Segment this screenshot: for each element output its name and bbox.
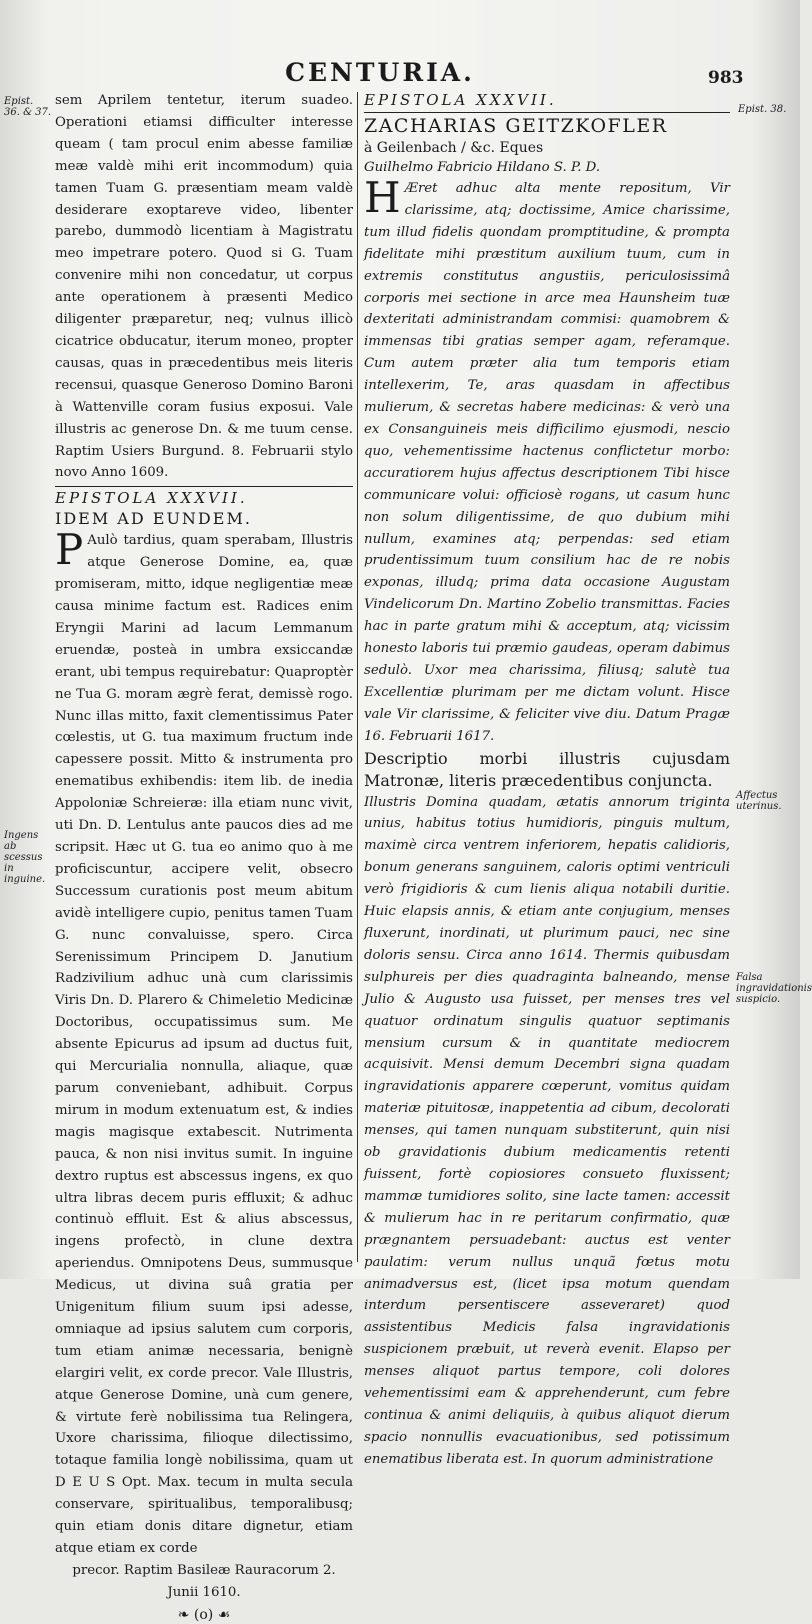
author-name: ZACHARIAS GEITZKOFLER xyxy=(364,115,668,137)
salutation: Guilhelmo Fabricio Hildano S. P. D. xyxy=(364,160,601,175)
margin-note-abscess: Ingens ab scessus in inguine. xyxy=(4,830,46,885)
epistle-subheading: IDEM AD EUNDEM. xyxy=(55,509,252,529)
drop-cap: P xyxy=(55,525,84,575)
drop-cap: H xyxy=(364,173,401,222)
margin-note-epist-left: Epist. 36. & 37. xyxy=(4,96,52,118)
epistle-body-text: Aulò tardius, quam sperabam, Illustris atque Generose Domine, ea, quæ promiseram, mitto, idque negligentiæ meæ causa minime factum est. Radices enim Eryngii Marini ad lacum Lemmanum eruendæ, posteà in umbra exsiccandæ erant, ubi tempus requirebatur: Quaproptèr ne Tua G. moram ægrè ferat, demissè rogo. Nunc illas mitto, faxit clementissimus Pater cœlestis, ut G. tua maximum fructum inde capessere possit. Mitto & instrumenta pro enematibus exhibendis: item lib. de inedia Appoloniæ Schreieræ: illa etiam nunc vivit, uti Dn. D. Lentulus ante paucos dies ad me scripsit. Hæc ut G. tua eo animo quo à me proficiscuntur, accipere velit, obsecro Successum curationis post meum abitum avidè intelligere cupio, penitus tamen Tuam G. nunc convaluisse, spero. Circa Serenissimum Principem D. Janutium Radzivilium adhuc unà cum clarissimis Viris Dn. D. Plarero & Chimeletio Medicinæ Doctoribus, occupatissimus sum. Me absente Epicurus ad ipsum ad ductus fuit, qui Mercurialia nonnulla, aliaque, quæ parum conveniebant, adhibuit. Corpus mirum in modum extenuatum est, & indies magis magisque extabescit. Nutrimenta pauca, & non nisi invitus sumit. In inguine dextro ruptus est abscessus ingens, ex quo ultra libras decem puris effluxit; & adhuc continuò effluit. Est & alius abscessus, ingens profectò, in clune dextra aperiendus. Omnipotens Deus, summusque Medicus, ut divina suâ gratia per Unigenitum filium suum ipsi adesse, omniaque ad ipsius salutem cum corporis, tum etiam animæ necessaria, benignè elargiri velit, ex corde precor. Vale Illustris, atque Generose Domine, unà cum genere, & virtute ferè nobilissima tua Relingera, Uxore charissima, filioque dilectissimo, totaque familia longè nobilissima, quam ut D E U S Opt. Max. tecum in multa secula conservare, spiritualibus, temporalibusq; quin etiam donis ditare dignetur, etiam atque etiam ex corde xyxy=(55,533,353,1556)
letter-continuation: sem Aprilem tentetur, iterum suadeo. Operationi etiamsi difficulter interesse queam ( tam procul enim abesse familiæ meæ valdè mihi erit incommodum) quia tamen Tuam G. præsentiam meam valdè desiderare exoptareve video, libenter parebo, dummodò licentiam à Magistratu meo impetrare potero. Quod si G. Tuam convenire mihi non concedatur, ut corpus ante operationem à præsenti Medico diligenter præparetur, neq; vulnus illicò cicatrice obducatur, iterum moneo, propter causas, quas in præcedentibus meis literis recensui, quasque Generoso Domino Baroni à Wattenville coram fusius exposui. Vale illustris ac generose Dn. & me tuum cense. Raptim Usiers Burgund. 8. Februarii stylo novo Anno 1609. xyxy=(55,93,353,481)
epistle-body xyxy=(55,525,353,1560)
margin-note-falsa: Falsa ingravidationis suspicio. xyxy=(736,972,812,1005)
margin-note-epist-right: Epist. 38. xyxy=(738,104,787,115)
column-rule xyxy=(357,92,358,1262)
margin-note-affectus: Affectus uterinus. xyxy=(736,790,782,812)
letter-body-text: Æret adhuc alta mente repositum, Vir clarissime, atq; doctissime, Amice charissime, tum illud fidelis quondam promptitudine, & prompta fidelitate mihi præstitum auxilium tuum, cum in extremis constitutus angustiis, periculosissimâ corporis mei sectione in arce mea Haunsheim tuæ dexteritati administrandam commisi: quamobrem & immensas tibi gratias semper agam, referamque. Cum autem præter alia tum temporis etiam intellexerim, Te, aras quasdam in affectibus mulierum, & secretas habere medicinas: & verò una ex Consanguineis meis difficilimo ejusmodi, nescio quo, vehementissime hactenus conflictetur morbo: accuratiorem hujus affectus descriptionem Tibi hisce communicare volui: officiosè rogans, ut casum hunc non solum diligentissime, de quo dubium mihi nullum, examines atq; perpendas: sed etiam prudentissimum tuum consilium hac de re nobis exponas, illudq; prima data occasione Augustam Vindelicorum Dn. Martino Zobelio transmittas. Facies hac in parte gratum mihi & acceptum, atq; vicissim honesto laboris tui præmio gaudeas, operam dabimus sedulò. Uxor mea charissima, filiusq; salutè tua Excellentiæ plurimam per me dictam volunt. Hisce vale Vir clarissime, & feliciter vive diu. Datum Pragæ 16. Februarii 1617. xyxy=(364,181,730,744)
epistle-closing: precor. Raptim Basileæ Rauracorum 2. Junii 1610. xyxy=(72,1562,336,1600)
case-description: Illustris Domina quadam, ætatis annorum triginta unius, habitus totius humidioris, pinguis multum, maximè circa ventrem inferiorem, hepatis calidioris, bonum generans sanguinem, caloris optimi ventriculi verò frigidioris & cum lienis aliqua notabili duritie. Huic elapsis annis, & etiam ante conjugium, menses fluxerunt, inordinati, ut plurimum pauci, nec sine doloris sensu. Circa anno 1614. Thermis quibusdam sulphureis per dies quadraginta balneando, mense Julio & Augusto usa fuisset, per menses tres vel quatuor ordinatum singulis quatuor septimanis mensium cursum & in quantitate mediocrem acquisivit. Mensi demum Decembri signa quadam ingravidationis apparere cœperunt, vomitus quidam materiæ pituitosæ, inappetentia ad cibum, decolorati menses, qui tamen nunquam substiterunt, quin nisi ob gravidationis dubium medicamentis retenti fuissent, fortè copiosiores consueto fluxissent; mammæ tumidiores solito, sine lacte tamen: accessit & mulierum hac in re peritarum confirmatio, quæ prægnantem persuadebant: auctus est venter paulatim: verum nullus unquã fœtus motu animadversus est, (licet ipsa motum quendam interdum persentiscere asseveraret) quod assistentibus Medicis falsa ingravidationis suspicionem præbuit, ut reverà evenit. Elapso per menses aliquot partus tempore, coli dolores vehementissimi eam & apprehenderunt, cum febre continua & animi deliquiis, à quibus aliquot dierum spacio nonnullis evacuationibus, sed potissimum enematibus liberata est. In quorum administratione xyxy=(364,794,730,1467)
right-column xyxy=(364,90,730,1471)
author-subtitle: à Geilenbach / &c. Eques xyxy=(364,140,544,156)
section-title: Descriptio morbi illustris cujusdam Matronæ, literis præcedentibus conjuncta. xyxy=(364,748,730,790)
letter-body xyxy=(364,173,730,748)
divider xyxy=(55,486,353,487)
divider xyxy=(364,112,730,113)
epistle-heading-right: EPISTOLA XXXVII. xyxy=(364,91,557,109)
left-column xyxy=(55,90,353,1624)
ornament-icon: ❧ (o) ☙ xyxy=(177,1606,231,1623)
epistle-heading: EPISTOLA XXXVII. xyxy=(55,489,248,508)
page-number: 983 xyxy=(708,68,744,88)
running-head: CENTURIA. xyxy=(285,58,475,87)
